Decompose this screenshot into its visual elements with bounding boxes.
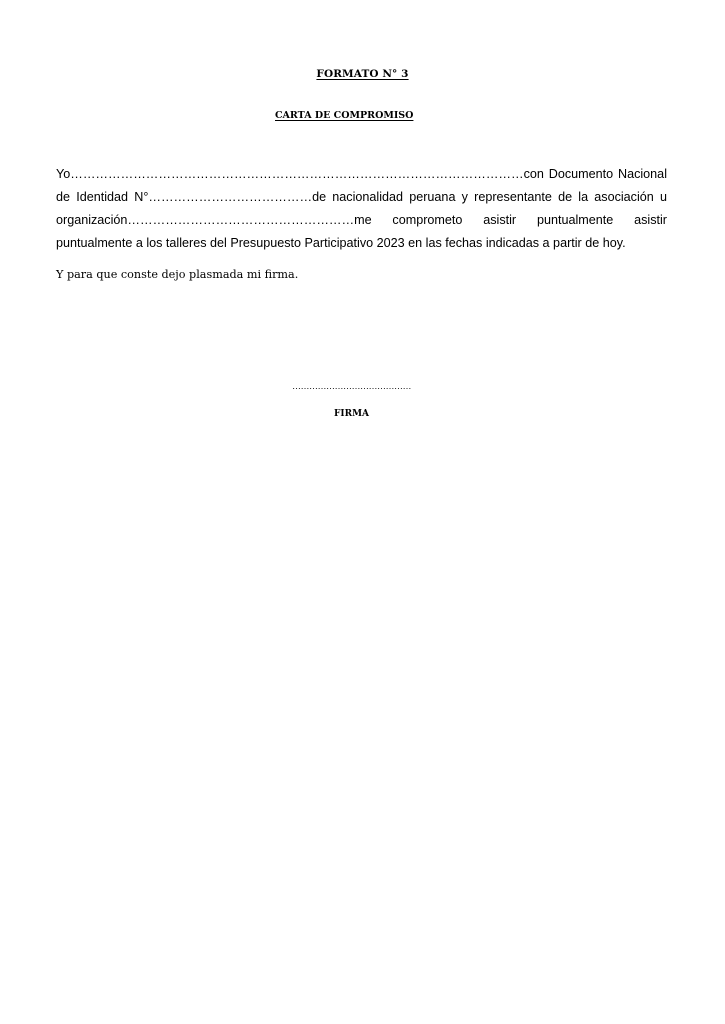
- signature-label: FIRMA: [334, 409, 370, 419]
- format-title: FORMATO N° 3: [316, 68, 409, 80]
- letter-title: CARTA DE COMPROMISO: [275, 110, 414, 121]
- signature-line: ……………………………………: [292, 381, 411, 391]
- commitment-paragraph: Yo………………………………………………………………………………………………con Documento Nacional de Identidad N°…………………………………de nacionalidad peruana y representante de la asociación u organización………………………………………………me comprometo asistir puntualmente asistir puntualmente a los talleres del Presupuesto Participativo 2023 en las fechas indicadas a partir de hoy.: [56, 167, 667, 250]
- closing-statement: Y para que conste dejo plasmada mi firma.: [56, 268, 299, 281]
